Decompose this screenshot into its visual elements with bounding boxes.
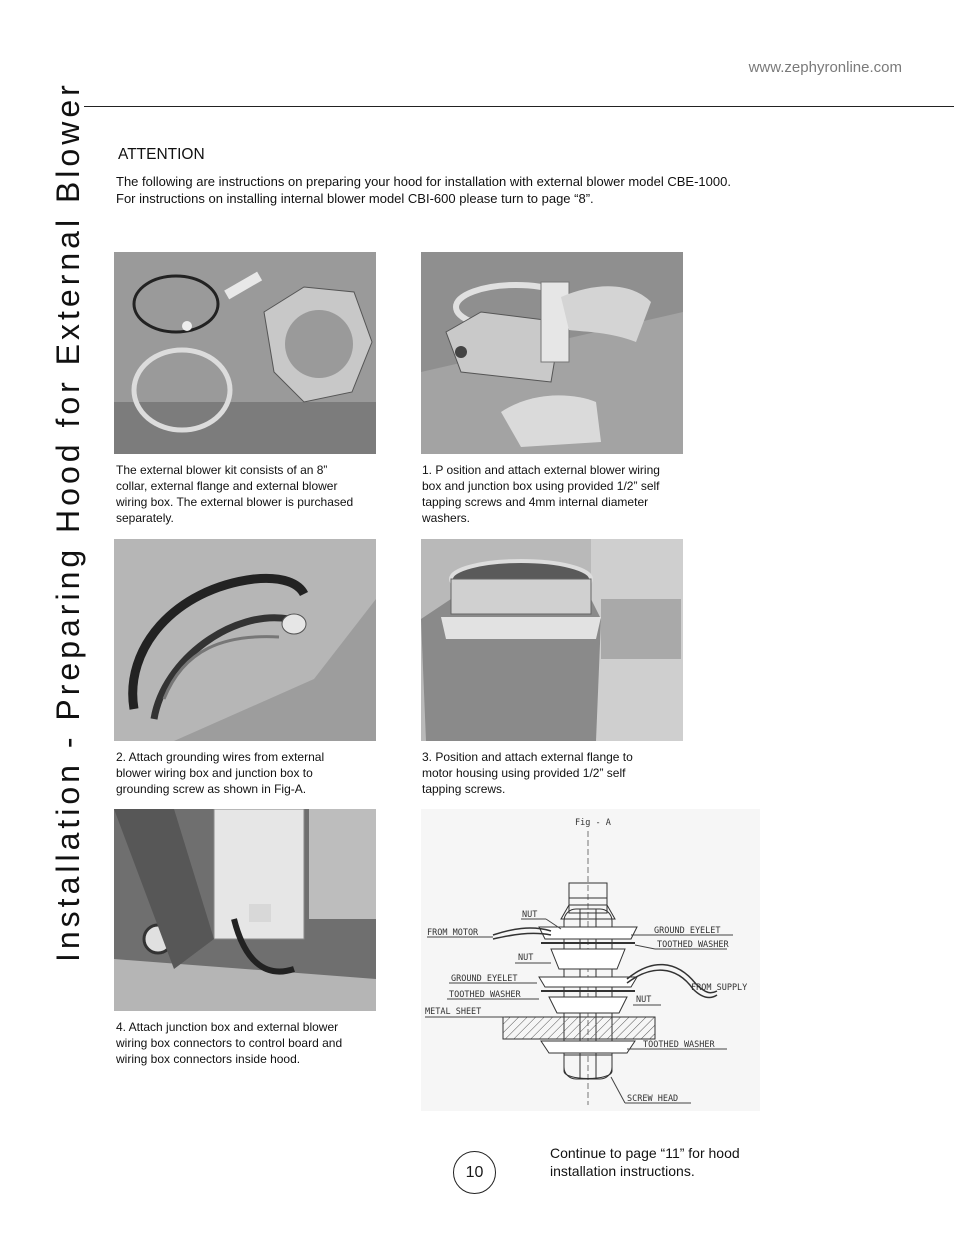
label-ground-eyelet-left: GROUND EYELET [451,974,518,984]
label-toothed-washer-left: TOOTHED WASHER [449,990,521,1000]
caption-line: washers. [422,511,471,525]
caption-line: The external blower kit consists of an 8” [116,463,328,477]
label-metal-sheet: METAL SHEET [425,1007,482,1017]
attention-line-2: For instructions on installing internal blower model CBI-600 please turn to page “8”. [116,191,594,206]
photo-blower-kit [114,252,376,454]
section-title-sub: Preparing Hood for External Blower [50,81,86,721]
section-title-main: Installation - [50,720,86,962]
figure-a-diagram [421,809,760,1111]
caption-line: wiring box connectors to control board and [116,1036,343,1050]
photo-step-4 [114,809,376,1011]
caption-blower-kit [116,462,376,526]
caption-line: 1. P osition and attach external blower wiring [422,463,660,477]
label-from-motor: FROM MOTOR [427,928,479,938]
website-url: www.zephyronline.com [748,59,902,76]
label-toothed-washer-right: TOOTHED WASHER [657,940,729,950]
attention-text [116,173,731,207]
continue-line-2: installation instructions. [550,1163,695,1179]
caption-line: blower wiring box and junction box to [116,766,313,780]
caption-line: separately. [116,511,174,525]
caption-line: wiring box. The external blower is purchased [116,495,354,509]
caption-line: tapping screws and 4mm internal diameter [422,495,649,509]
caption-line: 2. Attach grounding wires from external [116,750,325,764]
caption-step-3 [422,749,684,797]
label-ground-eyelet-right: GROUND EYELET [654,926,721,936]
section-title [50,81,87,962]
label-from-supply: FROM SUPPLY [691,983,748,993]
caption-line: motor housing using provided 1/2” self [422,766,626,780]
label-nut-low: NUT [636,995,652,1005]
continue-note [550,1144,740,1180]
caption-line: wiring box connectors inside hood. [116,1052,301,1066]
photo-step-2 [114,539,376,741]
caption-line: collar, external flange and external blower [116,479,338,493]
caption-line: grounding screw as shown in Fig-A. [116,782,307,796]
continue-line-1: Continue to page “11” for hood [550,1145,740,1161]
attention-heading: ATTENTION [118,146,205,163]
label-nut-mid: NUT [518,953,534,963]
page-number: 10 [453,1151,496,1194]
caption-step-4 [116,1019,376,1067]
label-screw-head: SCREW HEAD [627,1094,679,1104]
caption-step-2 [116,749,376,797]
caption-line: box and junction box using provided 1/2” self [422,479,660,493]
figure-title: Fig - A [575,818,611,828]
caption-step-1 [422,462,684,526]
caption-line: tapping screws. [422,782,506,796]
label-nut-top: NUT [522,910,538,920]
header-divider [84,106,954,107]
photo-step-1 [421,252,683,454]
caption-line: 4. Attach junction box and external blower [116,1020,339,1034]
attention-line-1: The following are instructions on preparing your hood for installation with external blower model CBE-1000. [116,174,731,189]
photo-step-3 [421,539,683,741]
caption-line: 3. Position and attach external flange to [422,750,633,764]
label-toothed-washer-low: TOOTHED WASHER [643,1040,715,1050]
